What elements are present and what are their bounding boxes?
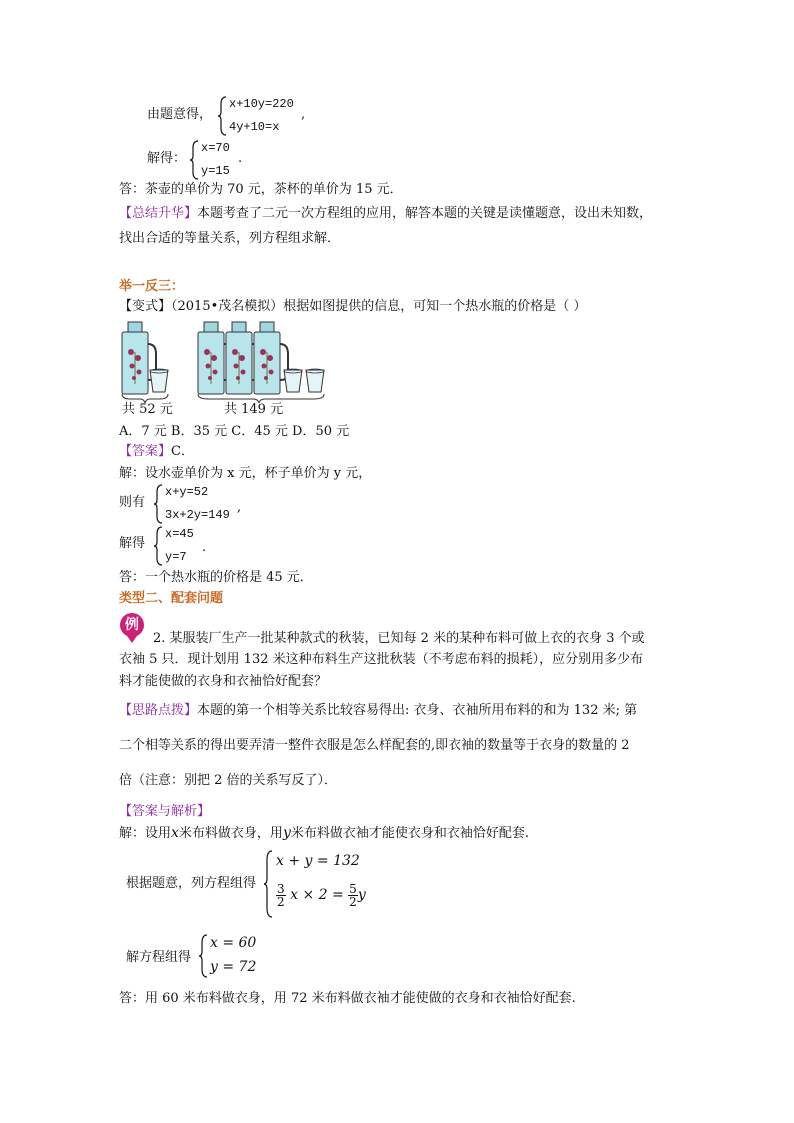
solution-intro: 解：设水壶单价为 x 元，杯子单价为 y 元， [119, 466, 372, 481]
sys2-tail: . [238, 151, 243, 166]
lead-solve: 解得 [119, 536, 146, 551]
answer-line: 【答案】C． [119, 444, 194, 459]
cup-icon [306, 369, 324, 392]
thermos-icon [254, 322, 288, 394]
sys1-eq1: x+10y=220 [229, 97, 294, 111]
sys6-eq1: x = 60 [210, 935, 257, 951]
options-line: A．7 元 B．35 元 C．45 元 D．50 元 [119, 424, 350, 439]
summary-line-2: 找出合适的等量关系，列方程组求解． [119, 231, 341, 246]
example-badge: 例 [120, 613, 144, 637]
problem-line-3: 料才能使做的衣身和衣袖恰好配套？ [119, 674, 328, 689]
sys4-eq2: y=7 [165, 550, 187, 564]
sys3-tail: , [237, 500, 242, 515]
sys5-eq2: $\frac{3}{2}$ x × 2 = $\frac{5}{2}$ y [277, 881, 366, 909]
lead-result: 解方程组得 [126, 950, 192, 965]
answer-line: 答：茶壶的单价为 70 元，茶杯的单价为 15 元． [119, 182, 403, 197]
brace-sys6 [199, 934, 209, 978]
variant-heading: 举一反三： [119, 279, 185, 294]
badge-tail [125, 633, 139, 643]
brace-sys2 [190, 140, 200, 180]
cup-icon [284, 369, 302, 392]
problem-line-2: 衣袖 5 只．现计划用 132 米这种布料生产这批秋装（不考虑布料的损耗），应分别用多少布 [119, 652, 644, 667]
cup-icon [150, 369, 168, 392]
lead-then: 则有 [119, 495, 146, 510]
summary-tag: 【总结升华】 [119, 206, 198, 221]
lead-equations: 根据题意，列方程组得 [126, 876, 257, 891]
sys2-eq1: x=70 [201, 141, 230, 155]
sys3-eq1: x+y=52 [165, 485, 209, 499]
sys1-eq2: 4y+10=x [229, 120, 280, 134]
hint-line-2: 二个相等关系的得出要弄清一整件衣服是怎么样配套的,即衣袖的数量等于衣身的数量的 2 [119, 738, 630, 753]
sys4-tail: . [202, 540, 207, 555]
sys3-eq2: 3x+2y=149 [165, 508, 230, 522]
sys6-eq2: y = 72 [210, 959, 257, 975]
summary-line-1: 【总结升华】本题考查了二元一次方程组的应用，解答本题的关键是读懂题意，设出未知数， [119, 206, 653, 221]
caption-right: 共 149 元 [224, 402, 284, 417]
variant-question: 【变式】（2015•茂名模拟）根据如图提供的信息，可知一个热水瓶的价格是（ ） [119, 299, 587, 314]
brace-sys5 [264, 850, 274, 918]
caption-left: 共 52 元 [122, 402, 173, 417]
hint-line-1: 【思路点拨】本题的第一个相等关系比较容易得出: 衣身、衣袖所用布料的和为 132 米; 第 [119, 703, 638, 718]
answer-analysis-tag: 【答案与解析】 [119, 804, 211, 819]
hint-line-3: 倍（注意：别把 2 倍的关系写反了）． [119, 773, 338, 788]
lead-given: 由题意得， [147, 107, 213, 122]
solution-setup: 解：设用x米布料做衣身，用y米布料做衣袖才能使衣身和衣袖恰好配套. [119, 825, 529, 841]
brace-sys1 [218, 96, 228, 136]
sys4-eq1: x=45 [165, 527, 194, 541]
final-answer-2: 答：用 60 米布料做衣身，用 72 米布料做衣袖才能使做的衣身和衣袖恰好配套. [119, 991, 576, 1006]
thermos-icon [122, 322, 156, 394]
brace-sys4 [154, 526, 164, 566]
thermos-figure [118, 320, 328, 404]
problem-line-1: 2. 某服装厂生产一批某种款式的秋装，已知每 2 米的某种布料可做上衣的衣身 3 个或 [153, 631, 645, 646]
final-answer: 答：一个热水瓶的价格是 45 元． [119, 570, 313, 585]
type2-heading: 类型二、配套问题 [119, 591, 224, 606]
brace-sys3 [154, 484, 164, 524]
sys2-eq2: y=15 [201, 164, 230, 178]
sys5-eq1: x + y = 132 [276, 853, 360, 869]
sys1-tail: , [301, 107, 306, 122]
lead-solve: 解得： [147, 151, 187, 166]
